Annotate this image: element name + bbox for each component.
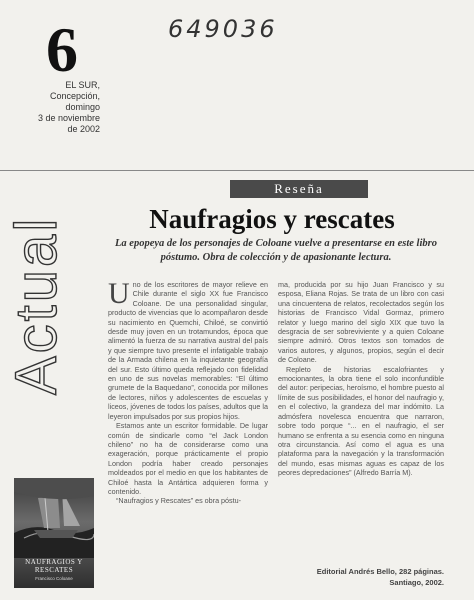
dateline-line: EL SUR, [65, 80, 100, 90]
article-column-2 [278, 280, 444, 516]
book-credit [278, 566, 444, 588]
dateline-line: domingo [65, 102, 100, 112]
book-cover-title: NAUFRAGIOS Y RESCATES [25, 558, 83, 574]
paragraph: ma, producida por su hijo Juan Francisco y su esposa, Eliana Rojas. Se trata de un libro con casi una cincuentena de relatos, recolectados según los historias de Francisco Vidal Gormaz, primero relator y luego marino del siglo XIX que tuvo la desgracia de ser sobreviviente y a quien Coloane siempre admiró. Otros textos son tomados de varios autores, y algunos, propios, según el decir de Coloane. [278, 280, 444, 365]
paragraph: Estamos ante un escritor formidable. De lugar común de sindicarle como “el Jack London chileno” no ha de considerarse como una exageración, porque prácticamente el propio London podría haber creado personajes moldeados por el medio en que los habitantes de Chiloé hasta la Antártica adquieren forma y contenido. [108, 421, 268, 496]
paragraph: “Naufragios y Rescates” es obra póstu- [116, 496, 242, 506]
book-cover-image [14, 478, 94, 588]
drop-cap: U [108, 280, 130, 310]
deck: La epopeya de los personajes de Coloane vuelve a presentarse en este libro póstumo. Obra de colección y de apasionante lectura. [115, 238, 437, 263]
article-column-1 [108, 280, 268, 592]
dateline [28, 80, 100, 135]
section-band: Reseña [230, 180, 368, 198]
divider [0, 170, 474, 171]
dateline-line: de 2002 [67, 124, 100, 134]
book-cover-author: Francisco Coloane [35, 576, 73, 581]
credit-line: Editorial Andrés Bello, 282 páginas. [316, 567, 444, 576]
dateline-line: Concepción, [49, 91, 100, 101]
handwritten-archive-number: 649036 [168, 15, 278, 43]
paragraph [108, 280, 268, 421]
credit-line: Santiago, 2002. [389, 578, 444, 587]
dateline-line: 3 de noviembre [37, 113, 100, 123]
ship-illustration [14, 478, 94, 558]
section-title: Actual [4, 215, 69, 395]
headline: Naufragios y rescates [149, 204, 395, 234]
page-number: 6 [46, 14, 78, 85]
paragraph: Repleto de historias escalofriantes y emocionantes, la obra tiene el solo inconfundible del autor: peripecias, heroísmo, el hombre puesto al límite de sus posibilidades, el honor del naufragio y, en el colectivo, la grandeza del mar indómito. La admósfera novelesca encuentra que narraron, sobre todo porque “... en el naufragio, el ser humano se enfrenta a su esencia como en ninguna otra circunstancia. Así como el agua es una plataforma para la navegación y la transformación del mundo, esas mismas aguas es capaz de los peores depredaciones” (Alfredo Barría M). [278, 364, 444, 478]
paragraph-text: no de los escritores de mayor relieve en Chile durante el siglo XX fue Francisco Coloane. De una personalidad singular, producto de vivencias que lo acompañaron desde su nacimiento en Quemchi, Chiloé, se convirtió desde muy joven en un trotamundos, época que alimentó la fuerza de su narrativa austral del país y que siempre tuvo presente el infatigable trabajo de la Armada chilena en la inquietante geografía del sur. Esto último queda reflejado con fidelidad en uno de sus novelas memorables: “El último grumete de la Baquedano”, conocida por millones de lectores, niños y adolescentes de escuelas y liceos, jóvenes de todos los países, adultos que la leyeron impulsados por sus propios hijos. [108, 280, 268, 421]
